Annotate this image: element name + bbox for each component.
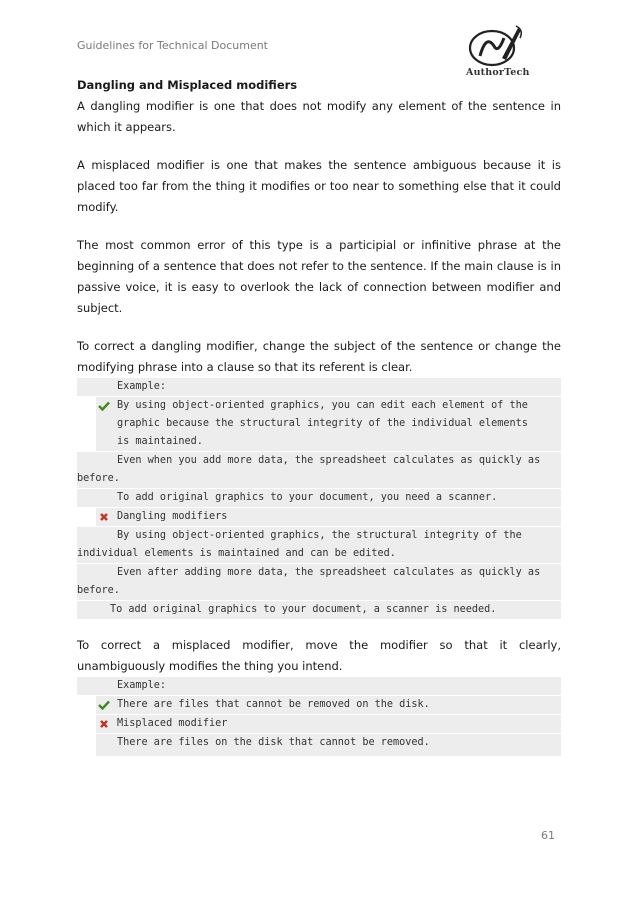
correct-line: is maintained. (117, 436, 203, 447)
check-icon (97, 696, 111, 714)
paragraph-correct-dangling: To correct a dangling modifier, change the subject of the sentence or change the modifying phrase into a clause so that its referent is clear. (77, 339, 561, 374)
misplaced-modifier-label: Misplaced modifier (117, 718, 228, 729)
paragraph-dangling-definition: A dangling modifier is one that does not modify any element of the sentence in which it appears. (77, 99, 561, 134)
page-number: 61 (541, 829, 555, 842)
correct-line: Even when you add more data, the spreadsheet calculates as quickly as before. (77, 452, 561, 489)
cross-icon (97, 508, 111, 526)
example-box-misplaced (77, 677, 561, 756)
incorrect-line: There are files on the disk that cannot be removed. (117, 737, 430, 748)
document-header-title: Guidelines for Technical Document (77, 39, 268, 52)
paragraph-common-error: The most common error of this type is a participial or infinitive phrase at the beginning of a sentence that does not refer to the sentence. If the main clause is in passive voice, it is easy to overlook the lack of connection between modifier and subject. (77, 238, 561, 315)
correct-line: graphic because the structural integrity of the individual elements (117, 418, 528, 429)
paragraph-misplaced-definition: A misplaced modifier is one that makes the sentence ambiguous because it is placed too far from the thing it modifies or too near to something else that it could modify. (77, 158, 561, 214)
example-box-dangling (77, 378, 561, 619)
incorrect-line: By using object-oriented graphics, the structural integrity of the individual elements is maintained and can be edited. (77, 527, 561, 564)
example-label: Example: (77, 378, 561, 397)
dangling-modifiers-label: Dangling modifiers (117, 511, 228, 522)
logo-text: AuthorTech (466, 67, 530, 78)
correct-line: By using object-oriented graphics, you can edit each element of the (117, 400, 528, 411)
incorrect-line: To add original graphics to your document, a scanner is needed. (110, 604, 497, 615)
paragraph-correct-misplaced: To correct a misplaced modifier, move the modifier so that it clearly, unambiguously modifies the thing you intend. (77, 638, 561, 673)
section-heading: Dangling and Misplaced modifiers (77, 78, 298, 92)
incorrect-line: Even after adding more data, the spreadsheet calculates as quickly as before. (77, 564, 561, 601)
page-content (77, 75, 561, 756)
example-label: Example: (77, 677, 561, 696)
cross-icon (97, 715, 111, 733)
correct-line: To add original graphics to your document, you need a scanner. (77, 489, 561, 508)
check-icon (97, 397, 111, 415)
correct-line: There are files that cannot be removed on the disk. (117, 699, 430, 710)
